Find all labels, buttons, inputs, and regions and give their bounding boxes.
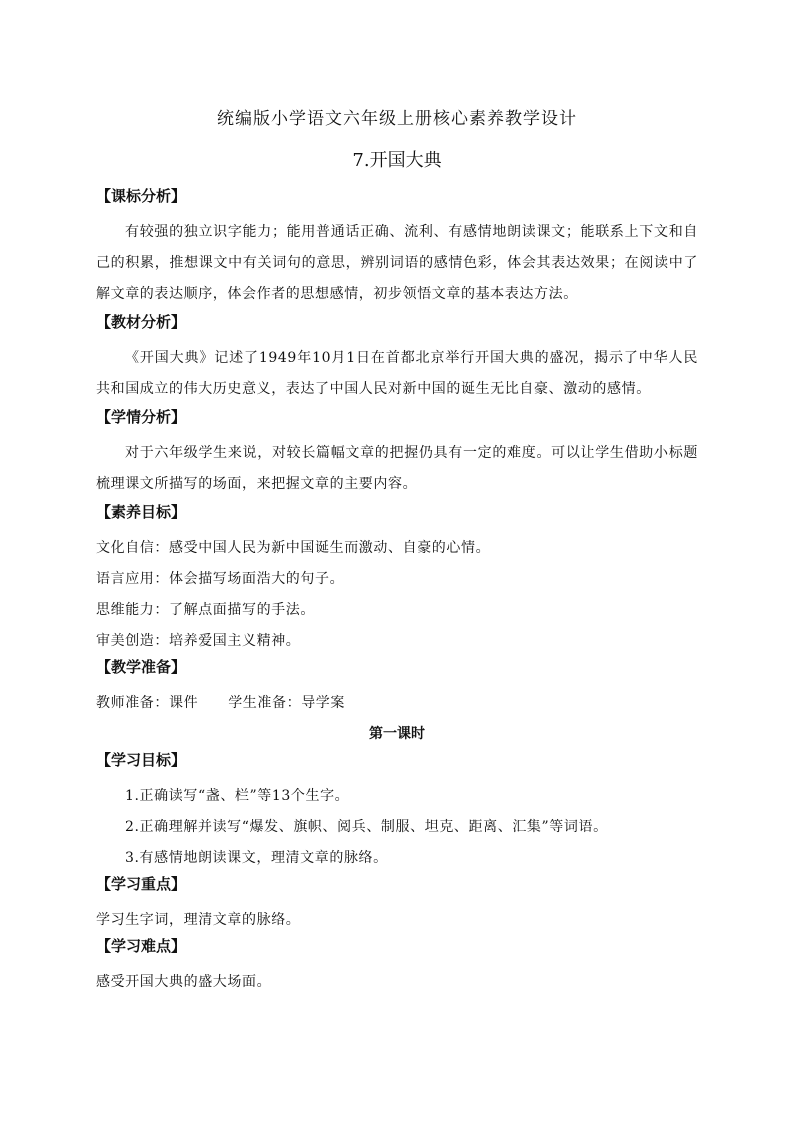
key-points-text: 学习生字词，理清文章的脉络。 (96, 912, 301, 928)
section-heading-objectives: 【学习目标】 (96, 751, 187, 769)
document-body (96, 186, 698, 998)
literacy-goal-item: 审美创造：培养爱国主义精神。 (96, 633, 301, 649)
student-preparation: 学生准备：导学案 (228, 695, 346, 711)
section-heading-curriculum: 【课标分析】 (96, 187, 187, 205)
learning-objective-item: 3.有感情地朗读课文，理清文章的脉络。 (125, 850, 388, 866)
section-heading-learners: 【学情分析】 (96, 408, 187, 426)
curriculum-analysis-text: 有较强的独立识字能力；能用普通话正确、流利、有感情地朗读课文；能联系上下文和自己的积累，推想课文中有关词句的意思，辨别词语的感情色彩，体会其表达效果；在阅读中了解文章的表达顺序，体会作者的思想感情，初步领悟文章的基本表达方法。 (96, 224, 698, 302)
document-title: 统编版小学语文六年级上册核心素养教学设计 (217, 109, 577, 129)
literacy-goal-item: 文化自信：感受中国人民为新中国诞生而激动、自豪的心情。 (96, 540, 491, 556)
learning-objective-item: 1.正确读写“盏、栏”等13个生字。 (125, 788, 350, 804)
section-heading-textbook: 【教材分析】 (96, 313, 187, 331)
difficulties-text: 感受开国大典的盛大场面。 (96, 974, 272, 990)
section-heading-key-points: 【学习重点】 (96, 875, 187, 893)
textbook-analysis-text: 《开国大典》记述了1949年10月1日在首都北京举行开国大典的盛况，揭示了中华人民共和国成立的伟大历史意义，表达了中国人民对新中国的诞生无比自豪、激动的感情。 (96, 350, 698, 397)
lesson-subtitle: 7.开国大典 (352, 150, 442, 171)
preparation-line (96, 688, 698, 719)
section-heading-difficulties: 【学习难点】 (96, 937, 187, 955)
section-heading-literacy-goals: 【素养目标】 (96, 503, 187, 521)
section-heading-preparation: 【教学准备】 (96, 658, 187, 676)
teacher-preparation: 教师准备：课件 (96, 695, 199, 711)
learner-analysis-text: 对于六年级学生来说，对较长篇幅文章的把握仍具有一定的难度。可以让学生借助小标题梳理课文所描写的场面，来把握文章的主要内容。 (96, 445, 698, 492)
literacy-goal-item: 语言应用：体会描写场面浩大的句子。 (96, 571, 345, 587)
lesson-period-title: 第一课时 (369, 726, 425, 742)
learning-objective-item: 2.正确理解并读写“爆发、旗帜、阅兵、制服、坦克、距离、汇集”等词语。 (125, 819, 608, 835)
literacy-goal-item: 思维能力：了解点面描写的手法。 (96, 602, 315, 618)
